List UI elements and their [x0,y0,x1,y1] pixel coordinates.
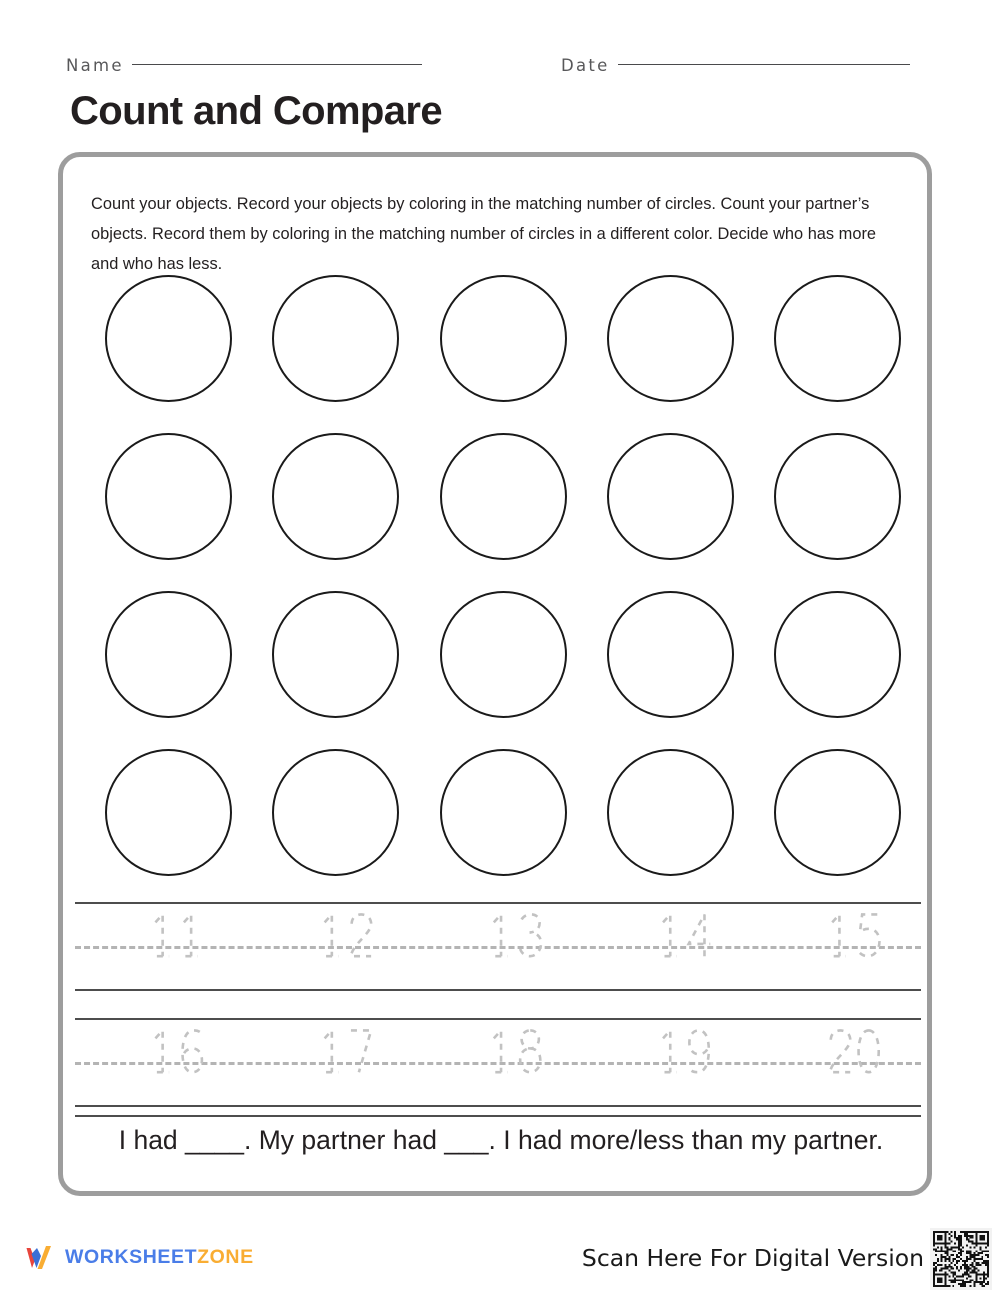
count-circle[interactable] [774,749,901,876]
count-circle[interactable] [105,275,232,402]
circle-row [105,275,901,402]
count-circle[interactable] [105,591,232,718]
scan-instruction-text: Scan Here For Digital Version [581,1244,924,1272]
count-circle[interactable] [774,433,901,560]
trace-number-glyphs [75,1018,921,1107]
date-field-group [561,56,910,75]
count-circle[interactable] [440,591,567,718]
count-circle[interactable] [607,275,734,402]
date-write-line[interactable] [618,64,910,65]
worksheet-card [58,152,932,1196]
page-title: Count and Compare [70,89,443,133]
qr-code[interactable] [930,1228,992,1290]
page-footer [0,1222,1000,1294]
sentence-separator-line [75,1115,921,1117]
worksheet-header [0,0,1000,133]
count-circle[interactable] [272,749,399,876]
count-circle[interactable] [774,591,901,718]
brand-secondary-text: ZONE [197,1245,254,1268]
circle-row [105,433,901,560]
tracing-row-11-to-15[interactable] [75,902,921,991]
count-circle[interactable] [607,749,734,876]
date-label: Date [561,56,610,75]
circle-row [105,591,901,718]
trace-number-glyphs [75,902,921,991]
count-circle[interactable] [774,275,901,402]
tracing-row-16-to-20[interactable] [75,1018,921,1107]
summary-sentence: I had ____. My partner had ___. I had more/less than my partner. [118,1125,884,1155]
count-circle[interactable] [272,275,399,402]
count-circle[interactable] [607,591,734,718]
count-circle[interactable] [607,433,734,560]
count-circle[interactable] [440,433,567,560]
count-circle[interactable] [440,749,567,876]
instructions-text: Count your objects. Record your objects by coloring in the matching number of circles. Count your partner’s objects. Record them by coloring in the matching number of circles in a different color. Decide who has more and who has less. [91,195,877,274]
count-circle[interactable] [105,433,232,560]
circle-row [105,749,901,876]
brand-primary-text: WORKSHEET [65,1245,198,1268]
brand-mark-icon [22,1240,56,1274]
brand-wordmark [65,1246,254,1269]
count-circle[interactable] [105,749,232,876]
name-write-line[interactable] [132,64,422,65]
count-circle[interactable] [272,433,399,560]
circle-grid [105,275,901,876]
worksheetzone-logo[interactable] [22,1240,254,1274]
name-field-group [66,56,422,75]
count-circle[interactable] [272,591,399,718]
count-circle[interactable] [440,275,567,402]
name-label: Name [66,56,124,75]
